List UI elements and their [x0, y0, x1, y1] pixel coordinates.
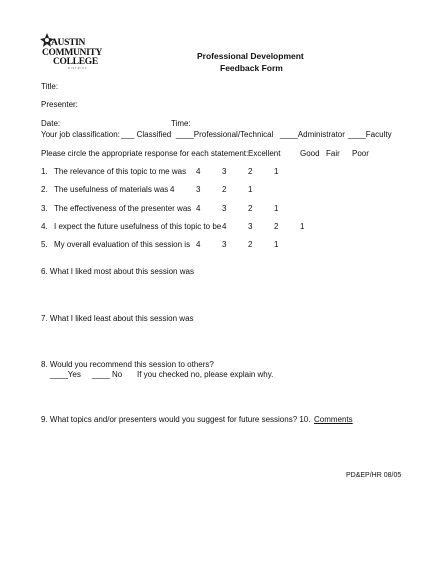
rating-option-2[interactable]: 2 — [248, 204, 253, 213]
rating-option-2[interactable]: 2 — [222, 185, 227, 194]
recommend-explain-text: If you checked no, please explain why. — [137, 370, 274, 379]
logo-line-college: COLLEGE — [53, 57, 98, 67]
college-logo — [40, 33, 103, 71]
instructions-text: Please circle the appropriate response for each statement: — [41, 149, 249, 158]
logo-line-community: COMMUNITY — [42, 48, 103, 58]
rating-option-4[interactable]: 4 — [196, 204, 201, 213]
rating-option-1[interactable]: 1 — [274, 167, 279, 176]
rating-option-4[interactable]: 4 — [170, 185, 175, 194]
date-field-label: Date: — [41, 119, 61, 128]
rating-item-number: 5. — [41, 240, 48, 249]
rating-option-4[interactable]: 4 — [196, 167, 201, 176]
rating-option-3[interactable]: 3 — [196, 185, 201, 194]
form-title-line1: Professional Development — [197, 51, 304, 61]
rating-option-3[interactable]: 3 — [222, 240, 227, 249]
presenter-field-label: Presenter: — [41, 100, 78, 109]
recommend-no-option[interactable]: ____ No — [92, 370, 123, 379]
scale-good: Good — [300, 149, 320, 158]
classification-professional[interactable]: ____Professional/Technical — [176, 130, 274, 139]
rating-option-4[interactable]: 4 — [222, 222, 227, 231]
rating-item-number: 3. — [41, 204, 48, 213]
rating-item-number: 1. — [41, 167, 48, 176]
question-8: 8. Would you recommend this session to others? — [41, 360, 214, 369]
classification-administrator[interactable]: ____Administrator — [280, 130, 345, 139]
question-7: 7. What I liked least about this session was — [41, 314, 194, 323]
rating-option-4[interactable]: 4 — [196, 240, 201, 249]
logo-line-austin: AUSTIN — [51, 38, 86, 48]
question-9: 9. What topics and/or presenters would you suggest for future sessions? 10. — [41, 415, 311, 424]
classification-label: Your job classification: — [41, 130, 120, 139]
rating-item-number: 2. — [41, 185, 48, 194]
scale-fair: Fair — [326, 149, 340, 158]
rating-option-2[interactable]: 2 — [248, 240, 253, 249]
logo-tagline: DISTRICT — [68, 67, 88, 70]
classification-faculty[interactable]: ____Faculty — [348, 130, 392, 139]
rating-item-text: The relevance of this topic to me was — [54, 167, 187, 176]
rating-option-1[interactable]: 1 — [300, 222, 305, 231]
form-title-line2: Feedback Form — [220, 63, 283, 73]
rating-option-2[interactable]: 2 — [248, 167, 253, 176]
rating-option-2[interactable]: 2 — [274, 222, 279, 231]
scale-excellent: Excellent — [248, 149, 281, 158]
rating-option-1[interactable]: 1 — [274, 204, 279, 213]
rating-item-text: My overall evaluation of this session is — [54, 240, 191, 249]
rating-item-text: The usefulness of materials was — [54, 185, 169, 194]
title-field-label: Title: — [41, 82, 59, 91]
classification-classified[interactable]: ___ Classified — [121, 130, 172, 139]
rating-item-text: I expect the future usefulness of this topic to be — [54, 222, 222, 231]
rating-option-1[interactable]: 1 — [274, 240, 279, 249]
form-code: PD&EP/HR 08/05 — [346, 472, 402, 479]
scale-poor: Poor — [352, 149, 369, 158]
comments-link[interactable]: Comments — [314, 415, 353, 424]
rating-option-3[interactable]: 3 — [248, 222, 253, 231]
rating-option-1[interactable]: 1 — [248, 185, 253, 194]
rating-option-3[interactable]: 3 — [222, 167, 227, 176]
recommend-yes-option[interactable]: ____Yes — [50, 370, 81, 379]
rating-item-text: The effectiveness of the presenter was — [54, 204, 192, 213]
rating-option-3[interactable]: 3 — [222, 204, 227, 213]
time-field-label: Time: — [171, 119, 191, 128]
rating-item-number: 4. — [41, 222, 48, 231]
question-6: 6. What I liked most about this session was — [41, 267, 194, 276]
